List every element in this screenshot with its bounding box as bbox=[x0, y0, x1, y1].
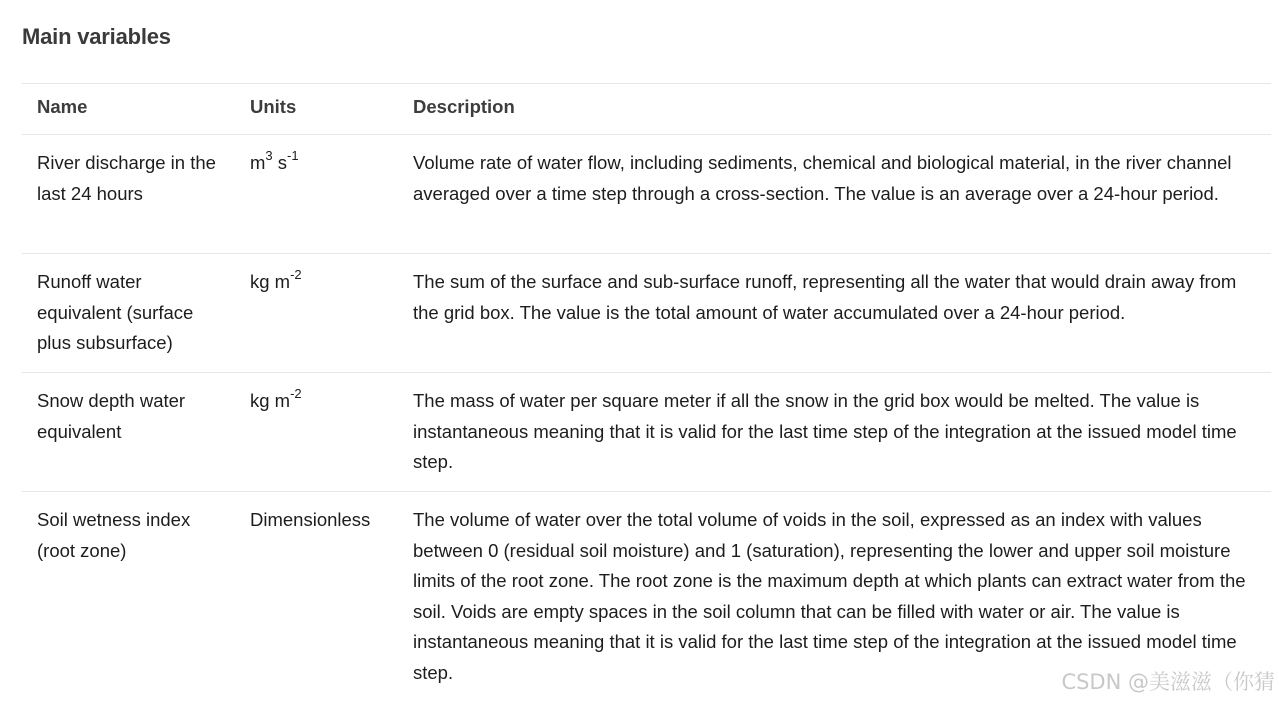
variable-description: The sum of the surface and sub-surface runoff, representing all the water that would drain away from the grid box. The value is the total amount of water accumulated over a 24-hour period. bbox=[413, 271, 1237, 323]
units-mid: s bbox=[272, 152, 288, 173]
table-header-row bbox=[22, 84, 1271, 135]
units-base: kg m bbox=[250, 271, 291, 292]
units-base: Dimensionless bbox=[250, 509, 371, 530]
table-row bbox=[22, 373, 1271, 492]
variable-units bbox=[235, 254, 398, 372]
units-base: kg m bbox=[250, 390, 291, 411]
units-exponent: -2 bbox=[290, 385, 302, 401]
units-exponent: -1 bbox=[287, 147, 299, 163]
column-header-units: Units bbox=[250, 96, 297, 117]
table-row bbox=[22, 254, 1271, 373]
units-exponent: 3 bbox=[265, 147, 273, 163]
variable-name: Runoff water equivalent (surface plus subsurface) bbox=[37, 271, 194, 354]
variable-units bbox=[235, 492, 398, 692]
units-base: m bbox=[250, 152, 266, 173]
section-heading: Main variables bbox=[22, 24, 171, 49]
variable-description: The mass of water per square meter if all the snow in the grid box would be melted. The value is instantaneous meaning that it is valid for the last time step of the integration at the issued model time step. bbox=[413, 390, 1237, 473]
units-exponent: -2 bbox=[290, 266, 302, 282]
watermark: CSDN @美滋滋（你猜 bbox=[1061, 670, 1275, 694]
variable-description: Volume rate of water flow, including sediments, chemical and biological material, in the river channel averaged over a time step through a cross-section. The value is an average over a 24-hour period. bbox=[413, 152, 1232, 204]
variables-table bbox=[22, 83, 1271, 692]
column-header-name: Name bbox=[37, 96, 88, 117]
variable-units bbox=[235, 135, 398, 253]
table-row bbox=[22, 492, 1271, 692]
variable-name: Soil wetness index (root zone) bbox=[37, 509, 191, 561]
variable-name: Snow depth water equivalent bbox=[37, 390, 186, 442]
table-row bbox=[22, 135, 1271, 254]
variable-units bbox=[235, 373, 398, 491]
variable-name: River discharge in the last 24 hours bbox=[37, 152, 216, 204]
variable-description: The volume of water over the total volume of voids in the soil, expressed as an index with values between 0 (residual soil moisture) and 1 (saturation), representing the lower and upper soil moisture limits of the root zone. The root zone is the maximum depth at which plants can extract water from the soil. Voids are empty spaces in the soil column that can be filled with water or air. The value is instantaneous meaning that it is valid for the last time step of the integration at the issued model time step. bbox=[413, 509, 1246, 683]
column-header-description: Description bbox=[413, 96, 515, 117]
